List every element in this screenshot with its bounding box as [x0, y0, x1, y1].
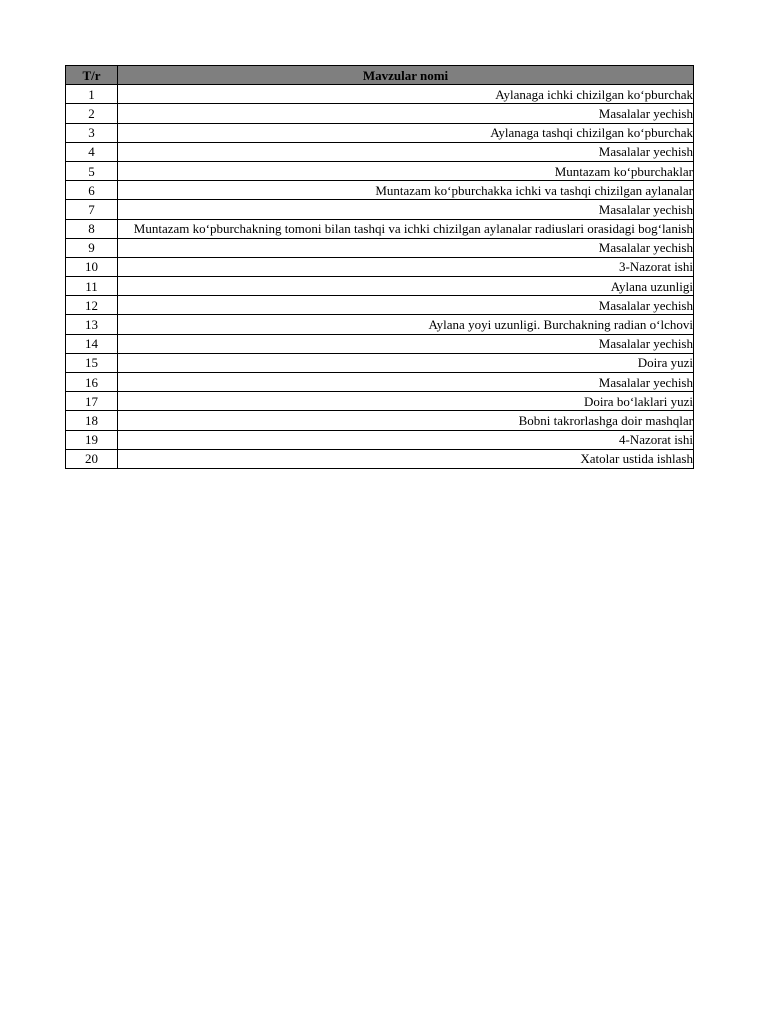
row-number: 11: [66, 277, 118, 296]
row-number: 2: [66, 104, 118, 123]
topics-table: [65, 65, 694, 469]
table-row: [66, 161, 694, 180]
row-title-cell: [118, 392, 694, 411]
row-title: 3-Nazorat ishi: [618, 259, 693, 275]
header-row: [66, 66, 694, 85]
row-title-cell: [118, 449, 694, 468]
row-number: 13: [66, 315, 118, 334]
row-title-cell: [118, 411, 694, 430]
row-number: 5: [66, 161, 118, 180]
row-title: Aylanaga ichki chizilgan ko‘pburchak: [495, 86, 693, 102]
table-row: [66, 392, 694, 411]
table-row: [66, 123, 694, 142]
header-number: T/r: [66, 66, 118, 85]
row-number: 18: [66, 411, 118, 430]
row-title-cell: [118, 296, 694, 315]
row-title-cell: [118, 430, 694, 449]
row-title-cell: [118, 142, 694, 161]
row-number: 8: [66, 219, 118, 238]
row-title: Muntazam ko‘pburchakka ichki va tashqi chizilgan aylanalar: [375, 182, 693, 198]
table-row: [66, 85, 694, 104]
row-title-cell: [118, 373, 694, 392]
row-title: Masalalar yechish: [598, 297, 693, 313]
row-number: 10: [66, 257, 118, 276]
row-number: 12: [66, 296, 118, 315]
header-title: Mavzular nomi: [118, 66, 694, 85]
row-title: Masalalar yechish: [598, 201, 693, 217]
row-number: 7: [66, 200, 118, 219]
row-number: 16: [66, 373, 118, 392]
topics-body: [66, 85, 694, 469]
table-row: [66, 104, 694, 123]
row-title: Aylana yoyi uzunligi. Burchakning radian o‘lchovi: [428, 317, 693, 333]
table-row: [66, 315, 694, 334]
table-row: [66, 181, 694, 200]
table-row: [66, 277, 694, 296]
row-title-cell: [118, 315, 694, 334]
row-number: 15: [66, 353, 118, 372]
row-title-cell: [118, 161, 694, 180]
row-title-cell: [118, 123, 694, 142]
table-row: [66, 296, 694, 315]
table-row: [66, 353, 694, 372]
row-number: 3: [66, 123, 118, 142]
row-number: 19: [66, 430, 118, 449]
row-number: 6: [66, 181, 118, 200]
table-row: [66, 334, 694, 353]
table-row: [66, 411, 694, 430]
row-title-cell: [118, 181, 694, 200]
table-row: [66, 257, 694, 276]
row-title: Masalalar yechish: [598, 240, 693, 256]
row-number: 1: [66, 85, 118, 104]
row-title: Masalalar yechish: [598, 336, 693, 352]
row-number: 4: [66, 142, 118, 161]
table-row: [66, 219, 694, 238]
row-title: Doira yuzi: [637, 355, 693, 371]
row-title: Bobni takrorlashga doir mashqlar: [518, 412, 693, 428]
row-title-cell: [118, 238, 694, 257]
row-title-cell: [118, 334, 694, 353]
row-title: Muntazam ko‘pburchakning tomoni bilan tashqi va ichki chizilgan aylanalar radiuslari orasidagi bog‘lanish: [133, 221, 693, 237]
row-title: 4-Nazorat ishi: [618, 432, 693, 448]
row-title: Doira bo‘laklari yuzi: [583, 393, 693, 409]
topics-sheet: [65, 65, 693, 469]
row-title-cell: [118, 353, 694, 372]
table-row: [66, 430, 694, 449]
table-row: [66, 373, 694, 392]
row-title: Aylanaga tashqi chizilgan ko‘pburchak: [490, 125, 693, 141]
row-number: 17: [66, 392, 118, 411]
row-title: Masalalar yechish: [598, 105, 693, 121]
row-title-cell: [118, 277, 694, 296]
row-title-cell: [118, 104, 694, 123]
row-title: Xatolar ustida ishlash: [580, 451, 693, 467]
table-row: [66, 449, 694, 468]
row-title-cell: [118, 257, 694, 276]
table-row: [66, 142, 694, 161]
row-title: Masalalar yechish: [598, 144, 693, 160]
row-title-cell: [118, 85, 694, 104]
row-title: Masalalar yechish: [598, 374, 693, 390]
row-number: 9: [66, 238, 118, 257]
row-title: Aylana uzunligi: [610, 278, 693, 294]
table-row: [66, 238, 694, 257]
row-number: 20: [66, 449, 118, 468]
row-title-cell: [118, 219, 694, 238]
row-number: 14: [66, 334, 118, 353]
row-title-cell: [118, 200, 694, 219]
table-row: [66, 200, 694, 219]
row-title: Muntazam ko‘pburchaklar: [554, 163, 693, 179]
